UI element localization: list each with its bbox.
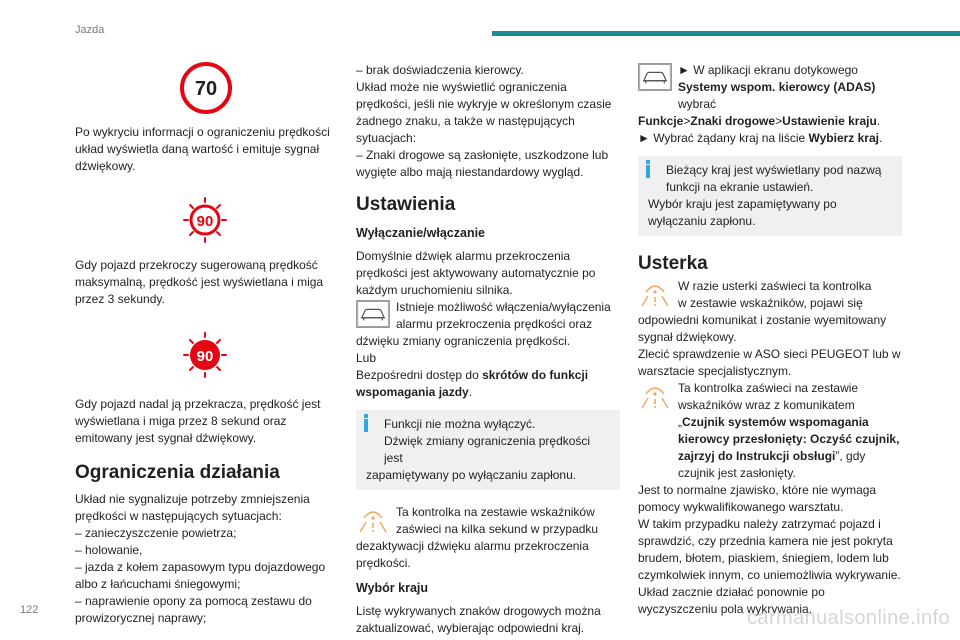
car-icon-note: [356, 299, 620, 350]
info-icon-bar: [364, 419, 368, 432]
note-line: W takim przypadku należy zatrzymać pojazd i sprawdzić, czy przednia kamera nie jest pokryta brudem, błotem, piaskiem, śniegiem, lodem lub czymkolwiek innym, co uniemożliwia wykrywanie.: [638, 517, 901, 582]
list-item: – naprawienie opony za pomocą zestawu do prowizorycznej naprawy;: [75, 594, 312, 625]
column-1: [75, 62, 337, 627]
text: >: [775, 114, 783, 128]
header-accent-bar: [492, 31, 960, 36]
warning-note: [356, 504, 620, 572]
speed-sign-90: [75, 197, 337, 243]
note-line: zaświeci na kilka sekund w przypadku: [396, 522, 599, 536]
text: .: [468, 385, 473, 399]
list-item: – zanieczyszczenie powietrza;: [75, 526, 237, 540]
info-icon: [646, 160, 650, 164]
column-2: [356, 62, 620, 637]
list-item: – Znaki drogowe są zasłonięte, uszkodzone lub wygięte albo mają niestandardowy wygląd.: [356, 148, 609, 179]
note-line: w zestawie wskaźników, pojawi się: [678, 296, 863, 310]
info-line: zapamiętywany po wyłączaniu zapłonu.: [366, 468, 577, 482]
note-line: Ta kontrolka zaświeci na zestawie: [678, 381, 859, 395]
paragraph: Gdy pojazd nadal ją przekracza, prędkość jest wyświetlana i miga przez 8 sekund oraz emitowany jest sygnał dźwiękowy.: [75, 397, 321, 445]
info-box: [638, 156, 902, 236]
section-title: Jazda: [75, 24, 105, 36]
text: .: [876, 114, 881, 128]
info-box: [356, 410, 620, 490]
info-icon-bar: [646, 165, 650, 178]
warning-lamp-icon: [638, 278, 672, 310]
paragraph: Domyślnie dźwięk alarmu przekroczenia prędkości jest aktywowany automatycznie po każdym uruchomieniu silnika.: [356, 249, 596, 297]
paragraph: Listę wykrywanych znaków drogowych można zaktualizować, wybierając odpowiedni kraj.: [356, 604, 601, 635]
step-1: [638, 62, 902, 113]
list-item: – brak doświadczenia kierowcy.: [356, 63, 524, 77]
subheading-onoff: Wyłączanie/włączanie: [356, 226, 485, 240]
column-3: [638, 62, 902, 618]
text-bold: Wybierz kraj: [808, 131, 879, 145]
heading-fault: Usterka: [638, 253, 708, 274]
info-line: Funkcji nie można wyłączyć.: [384, 417, 536, 431]
paragraph: [356, 367, 620, 401]
text-bold: Znaki drogowe: [690, 114, 776, 128]
text-bold: Czujnik systemów wspomagania kierowcy przesłonięty: Oczyść czujnik, zajrzyj do Instrukcji obsługi: [678, 415, 900, 463]
text: ”, gdy czujnik jest zasłonięty.: [678, 449, 866, 480]
speed-sign-90-filled: [75, 332, 337, 378]
note-line: Zlecić sprawdzenie w ASO sieci PEUGEOT lub w warsztacie specjalistycznym.: [638, 347, 901, 378]
car-icon: [638, 63, 672, 91]
note-line: Jest to normalne zjawisko, które nie wymaga pomocy wykwalifikowanego warsztatu.: [638, 483, 877, 514]
text-bold: Systemy wspom. kierowcy (ADAS): [678, 80, 876, 94]
paragraph: Po wykryciu informacji o ograniczeniu prędkości układ wyświetla daną wartość i emituje sygnał dźwiękowy.: [75, 125, 330, 173]
sign-value: 90: [196, 348, 214, 365]
fault-note-2: [638, 380, 902, 618]
note-line: W razie usterki zaświeci ta kontrolka: [678, 279, 872, 293]
note-line: odpowiedni komunikat i zostanie wyemitowany sygnał dźwiękowy.: [638, 313, 887, 344]
text: ► Wybrać żądany kraj na liście: [638, 131, 809, 145]
text: >: [683, 114, 691, 128]
info-line: Wybór kraju jest zapamiętywany po wyłączaniu zapłonu.: [648, 197, 837, 228]
text: Bezpośredni dostęp do: [356, 368, 483, 382]
note-line: Istnieje możliwość włączenia/wyłączenia: [396, 300, 611, 314]
sign-value: 70: [194, 78, 218, 100]
fault-note-1: [638, 278, 902, 380]
speed-limit-sign-icon: [180, 62, 232, 114]
info-icon: [364, 414, 368, 418]
text-bold: skrótów do funkcji wspomagania jazdy: [356, 368, 589, 399]
info-line: Dźwięk zmiany ograniczenia prędkości jest: [384, 434, 591, 465]
paragraph: Układ nie sygnalizuje potrzeby zmniejszenia prędkości w następujących sytuacjach:: [75, 492, 310, 523]
note-line: Ta kontrolka na zestawie wskaźników: [396, 505, 595, 519]
text: wybrać: [678, 97, 717, 111]
text: wskaźników wraz z komunikatem „: [678, 398, 855, 429]
speed-exceeded-sign-icon: [181, 197, 229, 243]
info-line: Bieżący kraj jest wyświetlany pod nazwą: [666, 163, 882, 177]
heading-limitations: Ograniczenia działania: [75, 462, 280, 483]
car-icon: [356, 300, 390, 328]
paragraph: Gdy pojazd przekroczy sugerowaną prędkość maksymalną, prędkość jest wyświetlana i miga przez 3 sekundy.: [75, 258, 324, 306]
text-bold: Ustawienie kraju: [782, 114, 877, 128]
note-line: dźwięku zmiany ograniczenia prędkości.: [356, 334, 571, 348]
speed-sign-70: [75, 62, 337, 116]
step-1-cont: [638, 113, 902, 130]
step-2: [638, 130, 902, 147]
car-icon-step: [638, 62, 902, 130]
page-number: 122: [20, 604, 39, 616]
speed-alarm-sign-icon: [181, 332, 229, 378]
sign-value: 90: [196, 213, 214, 230]
text: ► W aplikacji ekranu dotykowego: [678, 63, 858, 77]
info-line: funkcji na ekranie ustawień.: [666, 180, 814, 194]
note-line: dezaktywacji dźwięku alarmu przekroczenia prędkości.: [356, 539, 589, 570]
note-line: alarmu przekroczenia prędkości oraz: [396, 317, 593, 331]
subheading-country: Wybór kraju: [356, 581, 429, 595]
watermark: carmanualsonline.info: [747, 607, 950, 629]
warning-lamp-icon: [638, 380, 672, 412]
list-item: – holowanie,: [75, 543, 143, 557]
paragraph: Układ może nie wyświetlić ograniczenia prędkości, jeśli nie wykryje w określonym czasie żadnego znaku, a także w następujących sytuacjach:: [356, 80, 612, 145]
text-bold: Funkcje: [638, 114, 684, 128]
text: .: [878, 131, 883, 145]
note-line: Układ zacznie działać ponownie po wyczyszczeniu pola wykrywania.: [638, 585, 825, 616]
note-line: [638, 397, 902, 482]
heading-settings: Ustawienia: [356, 194, 456, 215]
warning-lamp-icon: [356, 504, 390, 536]
list-item: – jazda z kołem zapasowym typu dojazdowego albo z łańcuchami śniegowymi;: [75, 560, 326, 591]
paragraph: Lub: [356, 351, 377, 365]
